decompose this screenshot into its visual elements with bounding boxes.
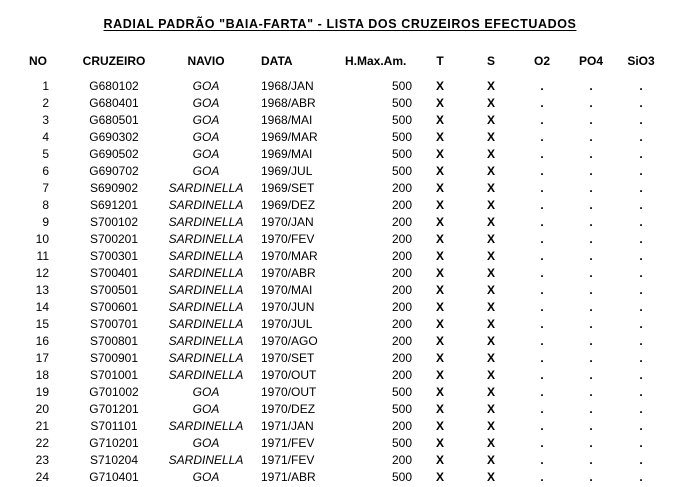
cell-no: 12 <box>35 266 49 280</box>
cell-t: X <box>435 300 444 314</box>
table-row <box>0 197 680 214</box>
cell-cruzeiro: G701002 <box>89 385 139 399</box>
cell-data: 1969/DEZ <box>261 198 316 212</box>
cell-sio3: . <box>639 130 643 144</box>
header-s: S <box>486 54 495 68</box>
cell-no: 22 <box>35 436 49 450</box>
cell-navio: SARDINELLA <box>168 453 244 467</box>
cell-data: 1970/OUT <box>261 368 317 382</box>
cell-no: 17 <box>35 351 49 365</box>
cell-t: X <box>435 266 444 280</box>
cell-data: 1970/OUT <box>261 385 317 399</box>
cell-hmax: 500 <box>391 96 412 110</box>
cell-sio3: . <box>639 198 643 212</box>
cell-data: 1971/FEV <box>261 453 315 467</box>
table-header <box>0 53 680 70</box>
cell-cruzeiro: G690302 <box>89 130 139 144</box>
cell-sio3: . <box>639 385 643 399</box>
cell-data: 1970/JAN <box>261 215 314 229</box>
cell-hmax: 200 <box>391 317 412 331</box>
page-title <box>0 17 680 31</box>
cell-o2: . <box>540 198 544 212</box>
cell-o2: . <box>540 351 544 365</box>
cell-hmax: 200 <box>391 453 412 467</box>
cell-hmax: 500 <box>391 79 412 93</box>
cell-po4: . <box>589 79 593 93</box>
cell-sio3: . <box>639 232 643 246</box>
cell-navio: SARDINELLA <box>168 317 244 331</box>
cell-o2: . <box>540 113 544 127</box>
cell-po4: . <box>589 385 593 399</box>
cell-t: X <box>435 334 444 348</box>
cell-s: X <box>486 198 495 212</box>
table-row <box>0 350 680 367</box>
cell-navio: GOA <box>192 147 220 161</box>
cell-sio3: . <box>639 79 643 93</box>
cell-s: X <box>486 453 495 467</box>
cell-s: X <box>486 470 495 484</box>
cell-data: 1970/AGO <box>261 334 318 348</box>
cell-s: X <box>486 147 495 161</box>
cell-navio: SARDINELLA <box>168 300 244 314</box>
cell-navio: GOA <box>192 130 220 144</box>
cell-sio3: . <box>639 300 643 314</box>
cell-sio3: . <box>639 368 643 382</box>
cell-cruzeiro: S700701 <box>89 317 139 331</box>
cell-sio3: . <box>639 402 643 416</box>
cell-navio: SARDINELLA <box>168 283 244 297</box>
cell-no: 18 <box>35 368 49 382</box>
cell-cruzeiro: G680102 <box>89 79 139 93</box>
cell-hmax: 500 <box>391 164 412 178</box>
cell-no: 9 <box>42 215 49 229</box>
cell-no: 19 <box>35 385 49 399</box>
cell-cruzeiro: S700901 <box>89 351 139 365</box>
cell-navio: GOA <box>192 164 220 178</box>
cell-data: 1968/JAN <box>261 79 314 93</box>
cell-data: 1969/SET <box>261 181 315 195</box>
cell-data: 1970/ABR <box>261 266 316 280</box>
table-row <box>0 316 680 333</box>
cell-hmax: 200 <box>391 334 412 348</box>
cell-sio3: . <box>639 215 643 229</box>
cell-s: X <box>486 317 495 331</box>
cell-navio: GOA <box>192 96 220 110</box>
cell-navio: GOA <box>192 79 220 93</box>
cell-t: X <box>435 181 444 195</box>
cell-o2: . <box>540 385 544 399</box>
cell-cruzeiro: G680401 <box>89 96 139 110</box>
header-t: T <box>436 54 444 68</box>
cell-no: 15 <box>35 317 49 331</box>
cell-sio3: . <box>639 419 643 433</box>
table-row <box>0 469 680 486</box>
cell-navio: SARDINELLA <box>168 368 244 382</box>
cell-o2: . <box>540 266 544 280</box>
cell-po4: . <box>589 470 593 484</box>
cell-s: X <box>486 368 495 382</box>
table-row <box>0 282 680 299</box>
cell-cruzeiro: G710201 <box>89 436 139 450</box>
cell-no: 8 <box>42 198 49 212</box>
cell-t: X <box>435 164 444 178</box>
header-sio3: SiO3 <box>627 54 655 68</box>
table-row <box>0 265 680 282</box>
cell-s: X <box>486 215 495 229</box>
cell-t: X <box>435 351 444 365</box>
table-row <box>0 214 680 231</box>
cell-t: X <box>435 368 444 382</box>
cell-t: X <box>435 453 444 467</box>
cell-po4: . <box>589 402 593 416</box>
cell-cruzeiro: S710204 <box>89 453 139 467</box>
cell-sio3: . <box>639 334 643 348</box>
cell-t: X <box>435 283 444 297</box>
cell-data: 1969/MAI <box>261 147 313 161</box>
cell-no: 20 <box>35 402 49 416</box>
cell-po4: . <box>589 351 593 365</box>
cell-cruzeiro: G680501 <box>89 113 139 127</box>
cell-o2: . <box>540 334 544 348</box>
cell-po4: . <box>589 368 593 382</box>
header-cruzeiro: CRUZEIRO <box>82 54 146 68</box>
cell-sio3: . <box>639 283 643 297</box>
cell-cruzeiro: S700501 <box>89 283 139 297</box>
cell-no: 16 <box>35 334 49 348</box>
cell-s: X <box>486 385 495 399</box>
cell-no: 24 <box>35 470 49 484</box>
cell-no: 10 <box>35 232 49 246</box>
cell-hmax: 500 <box>391 470 412 484</box>
header-po4: PO4 <box>578 54 603 68</box>
cell-t: X <box>435 96 444 110</box>
cell-po4: . <box>589 317 593 331</box>
cell-po4: . <box>589 232 593 246</box>
cell-sio3: . <box>639 317 643 331</box>
table-row <box>0 435 680 452</box>
cell-sio3: . <box>639 436 643 450</box>
cell-cruzeiro: S700401 <box>89 266 139 280</box>
header-o2: O2 <box>533 54 550 68</box>
cell-navio: GOA <box>192 470 220 484</box>
cell-navio: SARDINELLA <box>168 249 244 263</box>
cell-po4: . <box>589 198 593 212</box>
cell-po4: . <box>589 130 593 144</box>
cell-t: X <box>435 385 444 399</box>
cell-o2: . <box>540 164 544 178</box>
cell-t: X <box>435 249 444 263</box>
cell-o2: . <box>540 368 544 382</box>
table-row <box>0 78 680 95</box>
cell-s: X <box>486 436 495 450</box>
cell-s: X <box>486 96 495 110</box>
cell-hmax: 500 <box>391 147 412 161</box>
cell-cruzeiro: G710401 <box>89 470 139 484</box>
cell-data: 1971/ABR <box>261 470 316 484</box>
cell-o2: . <box>540 402 544 416</box>
header-data: DATA <box>261 54 293 68</box>
cell-cruzeiro: G701201 <box>89 402 139 416</box>
table-row <box>0 180 680 197</box>
cell-navio: SARDINELLA <box>168 266 244 280</box>
cell-sio3: . <box>639 147 643 161</box>
cell-data: 1971/JAN <box>261 419 314 433</box>
header-hmax: H.Max.Am. <box>345 54 407 68</box>
cell-po4: . <box>589 300 593 314</box>
cell-navio: SARDINELLA <box>168 334 244 348</box>
cell-navio: SARDINELLA <box>168 198 244 212</box>
table-row <box>0 384 680 401</box>
cell-cruzeiro: S700201 <box>89 232 139 246</box>
cell-hmax: 500 <box>391 130 412 144</box>
cell-hmax: 200 <box>391 368 412 382</box>
cell-data: 1970/SET <box>261 351 315 365</box>
cell-s: X <box>486 249 495 263</box>
cell-hmax: 200 <box>391 215 412 229</box>
cell-no: 7 <box>42 181 49 195</box>
table-row <box>0 299 680 316</box>
cell-o2: . <box>540 96 544 110</box>
cell-navio: GOA <box>192 113 220 127</box>
table-row <box>0 401 680 418</box>
cell-hmax: 200 <box>391 181 412 195</box>
cell-navio: GOA <box>192 436 220 450</box>
cell-po4: . <box>589 436 593 450</box>
table-row <box>0 231 680 248</box>
cell-data: 1968/ABR <box>261 96 316 110</box>
cell-s: X <box>486 113 495 127</box>
cell-sio3: . <box>639 470 643 484</box>
table-row <box>0 367 680 384</box>
table-row <box>0 452 680 469</box>
cell-t: X <box>435 419 444 433</box>
header-navio: NAVIO <box>187 54 225 68</box>
cell-data: 1970/JUL <box>261 317 313 331</box>
cell-t: X <box>435 317 444 331</box>
cell-cruzeiro: S701001 <box>89 368 139 382</box>
cell-cruzeiro: S700301 <box>89 249 139 263</box>
cell-no: 21 <box>35 419 49 433</box>
cell-po4: . <box>589 215 593 229</box>
cell-s: X <box>486 402 495 416</box>
cell-s: X <box>486 232 495 246</box>
cell-po4: . <box>589 334 593 348</box>
cell-navio: GOA <box>192 402 220 416</box>
cell-hmax: 500 <box>391 402 412 416</box>
cell-cruzeiro: S700102 <box>89 215 139 229</box>
cell-s: X <box>486 300 495 314</box>
cell-sio3: . <box>639 113 643 127</box>
cell-o2: . <box>540 130 544 144</box>
cell-no: 3 <box>42 113 49 127</box>
cell-hmax: 200 <box>391 266 412 280</box>
cell-hmax: 500 <box>391 113 412 127</box>
cell-t: X <box>435 402 444 416</box>
cell-sio3: . <box>639 351 643 365</box>
cell-sio3: . <box>639 164 643 178</box>
cell-hmax: 200 <box>391 419 412 433</box>
cell-cruzeiro: G690502 <box>89 147 139 161</box>
cell-s: X <box>486 266 495 280</box>
cell-hmax: 200 <box>391 283 412 297</box>
cell-po4: . <box>589 283 593 297</box>
cell-no: 11 <box>36 249 49 263</box>
cell-po4: . <box>589 113 593 127</box>
cell-no: 5 <box>42 147 49 161</box>
table-row <box>0 95 680 112</box>
cell-po4: . <box>589 419 593 433</box>
table-row <box>0 112 680 129</box>
cell-po4: . <box>589 147 593 161</box>
cell-o2: . <box>540 317 544 331</box>
cell-data: 1970/JUN <box>261 300 315 314</box>
cell-data: 1969/MAR <box>261 130 318 144</box>
cell-hmax: 500 <box>391 436 412 450</box>
cell-t: X <box>435 198 444 212</box>
cell-cruzeiro: S690902 <box>89 181 139 195</box>
table-row <box>0 248 680 265</box>
cell-o2: . <box>540 283 544 297</box>
cell-sio3: . <box>639 181 643 195</box>
cell-data: 1970/MAR <box>261 249 318 263</box>
cell-navio: SARDINELLA <box>168 181 244 195</box>
cell-hmax: 200 <box>391 300 412 314</box>
cell-data: 1971/FEV <box>261 436 315 450</box>
cell-t: X <box>435 215 444 229</box>
cell-sio3: . <box>639 266 643 280</box>
cell-s: X <box>486 419 495 433</box>
cell-cruzeiro: S700801 <box>89 334 139 348</box>
table-row <box>0 333 680 350</box>
title-text: RADIAL PADRÃO "BAIA-FARTA" - LISTA DOS CRUZEIROS EFECTUADOS <box>103 17 577 31</box>
cell-no: 6 <box>42 164 49 178</box>
cell-hmax: 200 <box>391 198 412 212</box>
cell-s: X <box>486 334 495 348</box>
cell-t: X <box>435 113 444 127</box>
cell-cruzeiro: S700601 <box>89 300 139 314</box>
cell-hmax: 200 <box>391 249 412 263</box>
table-row <box>0 146 680 163</box>
cell-navio: SARDINELLA <box>168 419 244 433</box>
cell-data: 1968/MAI <box>261 113 313 127</box>
cell-o2: . <box>540 79 544 93</box>
cell-t: X <box>435 232 444 246</box>
cell-po4: . <box>589 164 593 178</box>
cell-navio: SARDINELLA <box>168 215 244 229</box>
cell-po4: . <box>589 96 593 110</box>
cell-o2: . <box>540 419 544 433</box>
cell-data: 1970/FEV <box>261 232 315 246</box>
cell-sio3: . <box>639 453 643 467</box>
cell-t: X <box>435 436 444 450</box>
cell-cruzeiro: G690702 <box>89 164 139 178</box>
cell-s: X <box>486 130 495 144</box>
cell-s: X <box>486 181 495 195</box>
cell-navio: SARDINELLA <box>168 232 244 246</box>
cell-no: 23 <box>35 453 49 467</box>
cell-no: 4 <box>42 130 49 144</box>
cell-sio3: . <box>639 96 643 110</box>
cell-o2: . <box>540 181 544 195</box>
cell-no: 2 <box>42 96 49 110</box>
header-no: NO <box>29 54 47 68</box>
table-row <box>0 163 680 180</box>
cell-no: 1 <box>42 79 49 93</box>
cell-s: X <box>486 79 495 93</box>
cell-s: X <box>486 164 495 178</box>
cell-t: X <box>435 130 444 144</box>
cell-s: X <box>486 351 495 365</box>
cell-sio3: . <box>639 249 643 263</box>
cell-o2: . <box>540 436 544 450</box>
cell-o2: . <box>540 147 544 161</box>
cell-t: X <box>435 147 444 161</box>
cell-po4: . <box>589 181 593 195</box>
cell-o2: . <box>540 300 544 314</box>
table-row <box>0 129 680 146</box>
cell-data: 1970/DEZ <box>261 402 316 416</box>
cell-hmax: 200 <box>391 232 412 246</box>
cell-o2: . <box>540 232 544 246</box>
table-row <box>0 418 680 435</box>
cell-o2: . <box>540 470 544 484</box>
cell-o2: . <box>540 215 544 229</box>
cell-t: X <box>435 79 444 93</box>
cell-hmax: 500 <box>391 385 412 399</box>
cell-po4: . <box>589 453 593 467</box>
cell-navio: SARDINELLA <box>168 351 244 365</box>
cell-o2: . <box>540 453 544 467</box>
cell-o2: . <box>540 249 544 263</box>
cell-t: X <box>435 470 444 484</box>
cell-po4: . <box>589 249 593 263</box>
cell-hmax: 200 <box>391 351 412 365</box>
cell-data: 1969/JUL <box>261 164 313 178</box>
cell-no: 14 <box>35 300 49 314</box>
cell-data: 1970/MAI <box>261 283 313 297</box>
cell-cruzeiro: S691201 <box>89 198 139 212</box>
cell-po4: . <box>589 266 593 280</box>
cell-s: X <box>486 283 495 297</box>
cell-no: 13 <box>35 283 49 297</box>
cell-cruzeiro: S701101 <box>90 419 138 433</box>
cell-navio: GOA <box>192 385 220 399</box>
